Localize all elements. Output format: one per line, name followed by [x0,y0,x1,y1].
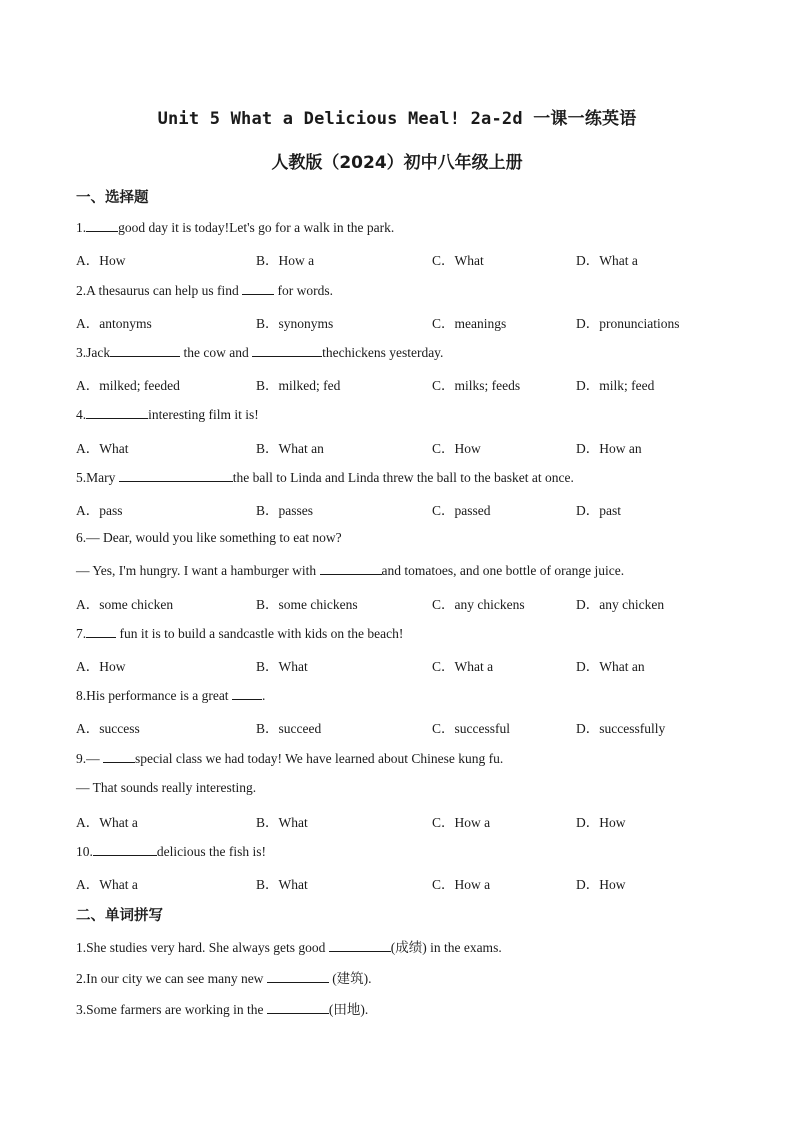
answer-blank[interactable] [110,343,180,357]
document-subtitle: 人教版（2024）初中八年级上册 [271,153,523,173]
option-c[interactable]: C．passed [432,503,491,518]
option-c[interactable]: C．any chickens [432,597,525,612]
answer-blank[interactable] [86,218,118,232]
option-d[interactable]: D．successfully [576,721,666,736]
option-c[interactable]: C．meanings [432,316,507,331]
question-9-line-1: 9.— special class we had today! We have learned about Chinese kung fu. [76,751,504,766]
question-4: 4. interesting film it is! [76,407,259,422]
question-5-options [76,499,716,519]
question-10: 10. delicious the fish is! [76,844,266,859]
option-b[interactable]: B．synonyms [256,316,334,331]
option-c[interactable]: C．How a [432,877,491,892]
option-d[interactable]: D．How [576,877,626,892]
option-a[interactable]: A．success [76,721,140,736]
option-d[interactable]: D．How [576,815,626,830]
question-3-options [76,374,716,394]
option-b[interactable]: B．succeed [256,721,322,736]
option-b[interactable]: B．What an [256,441,324,456]
question-6-line-2: — Yes, I'm hungry. I want a hamburger with and tomatoes, and one bottle of orange juice. [76,563,625,578]
document-title: Unit 5 What a Delicious Meal! 2a-2d 一课一练英语 [157,109,637,129]
option-d[interactable]: D．pronunciations [576,316,680,331]
option-b[interactable]: B．passes [256,503,313,518]
question-8-options [76,717,716,737]
option-b[interactable]: B．What [256,815,308,830]
answer-blank[interactable] [93,842,157,856]
answer-blank[interactable] [329,938,391,952]
option-b[interactable]: B．some chickens [256,597,358,612]
answer-blank[interactable] [267,1000,329,1014]
option-c[interactable]: C．successful [432,721,510,736]
option-c[interactable]: C．How [432,441,481,456]
option-a[interactable]: A．some chicken [76,597,174,612]
question-9-line-2: — That sounds really interesting. [76,780,257,795]
question-8: 8.His performance is a great . [76,688,266,703]
option-a[interactable]: A．pass [76,503,123,518]
question-7-options [76,655,716,675]
option-a[interactable]: A．What a [76,815,138,830]
answer-blank[interactable] [103,749,135,763]
option-c[interactable]: C．milks; feeds [432,378,521,393]
option-d[interactable]: D．past [576,503,621,518]
option-b[interactable]: B．What [256,659,308,674]
answer-blank[interactable] [242,281,274,295]
answer-blank[interactable] [119,468,233,482]
option-c[interactable]: C．How a [432,815,491,830]
option-a[interactable]: A．What a [76,877,138,892]
spelling-question-3: 3.Some farmers are working in the (田地). [76,1002,369,1017]
option-b[interactable]: B．What [256,877,308,892]
option-b[interactable]: B．How a [256,253,315,268]
option-b[interactable]: B．milked; fed [256,378,341,393]
option-d[interactable]: D．milk; feed [576,378,655,393]
option-d[interactable]: D．any chicken [576,597,665,612]
option-a[interactable]: A．milked; feeded [76,378,180,393]
answer-blank[interactable] [267,969,329,983]
answer-blank[interactable] [320,561,382,575]
answer-blank[interactable] [232,686,262,700]
question-2: 2.A thesaurus can help us find for words. [76,283,333,298]
question-5: 5.Mary the ball to Linda and Linda threw the ball to the basket at once. [76,470,574,485]
option-a[interactable]: A．antonyms [76,316,152,331]
question-1-options [76,249,716,269]
option-d[interactable]: D．What a [576,253,638,268]
question-2-options [76,312,716,332]
spelling-question-1: 1.She studies very hard. She always gets good (成绩) in the exams. [76,940,502,955]
question-3: 3.Jack the cow and thechickens yesterday. [76,345,444,360]
answer-blank[interactable] [252,343,322,357]
question-10-options [76,873,716,893]
option-d[interactable]: D．What an [576,659,645,674]
question-4-options [76,437,716,457]
question-6-line-1: 6.— Dear, would you like something to eat now? [76,530,342,545]
question-7: 7. fun it is to build a sandcastle with kids on the beach! [76,626,404,641]
answer-blank[interactable] [86,624,116,638]
option-c[interactable]: C．What [432,253,484,268]
option-a[interactable]: A．What [76,441,129,456]
option-d[interactable]: D．How an [576,441,642,456]
question-1: 1. good day it is today!Let's go for a walk in the park. [76,220,395,235]
question-9-options [76,811,716,831]
option-c[interactable]: C．What a [432,659,494,674]
answer-blank[interactable] [86,405,148,419]
option-a[interactable]: A．How [76,253,126,268]
section-heading-multiple-choice: 一、选择题 [76,190,149,206]
option-a[interactable]: A．How [76,659,126,674]
section-heading-spelling: 二、单词拼写 [76,908,163,924]
spelling-question-2: 2.In our city we can see many new (建筑). [76,971,372,986]
question-6-options [76,593,716,613]
